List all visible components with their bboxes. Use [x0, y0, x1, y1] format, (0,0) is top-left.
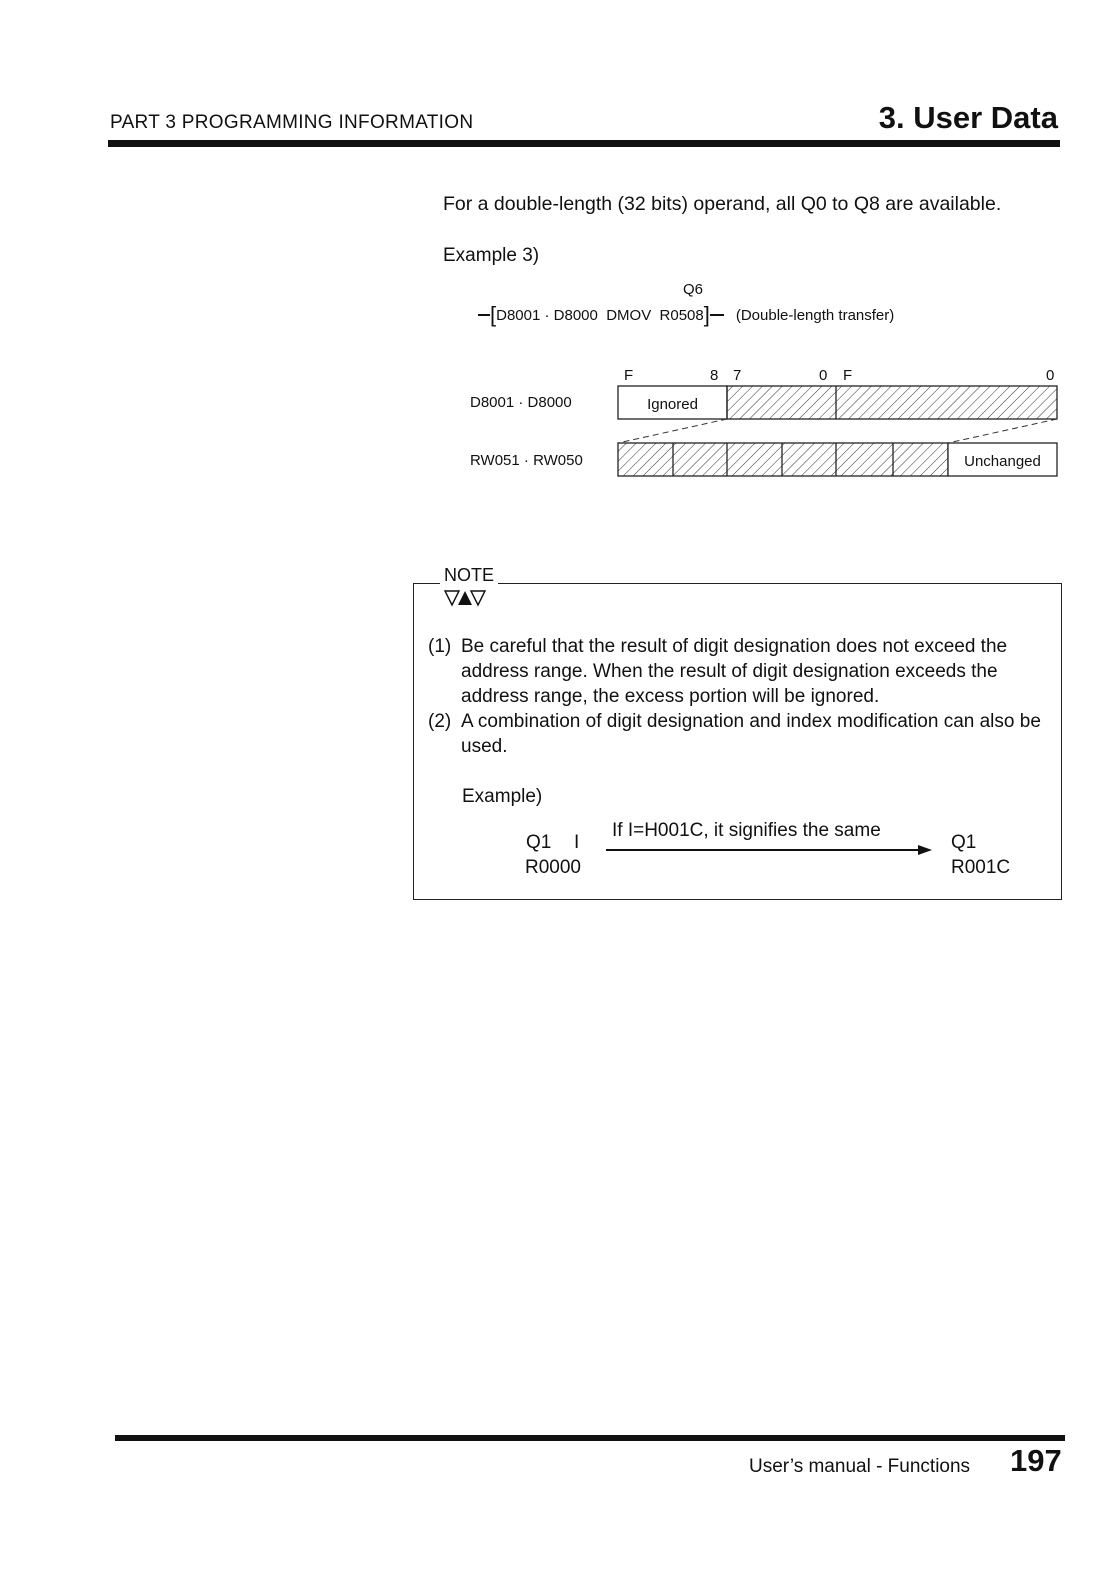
example-arrow-text: If I=H001C, it signifies the same — [612, 820, 881, 841]
footer-rule — [115, 1435, 1065, 1441]
example-left-qualifier: Q1 — [526, 832, 552, 853]
footer-manual-title: User’s manual - Functions — [749, 1456, 971, 1477]
example-arrow — [606, 844, 936, 856]
ladder-open-bracket: [ — [490, 302, 497, 327]
bit-label-f-high: F — [624, 367, 634, 384]
note-triangles-icon — [443, 589, 493, 607]
example-left-register: R0000 — [525, 857, 581, 878]
example-left-index: I — [574, 832, 580, 853]
mapping-line-right — [948, 419, 1057, 443]
ladder-left-rail — [478, 314, 490, 316]
row1-register-label: D8001 · D8000 — [470, 394, 572, 411]
row2-register-label: RW051 · RW050 — [470, 452, 583, 469]
ladder-close-bracket: ] — [703, 302, 710, 327]
bit-label-0-low: 0 — [1046, 367, 1055, 384]
example-right-register: R001C — [951, 857, 1011, 878]
bit-label-0-mid: 0 — [819, 367, 828, 384]
ladder-instruction: D8001 · D8000 DMOV R0508 — [496, 306, 704, 324]
ladder-qualifier: Q6 — [683, 281, 704, 298]
ladder-instruction-line — [478, 302, 895, 327]
bit-label-f-low: F — [843, 367, 853, 384]
unchanged-cell-label: Unchanged — [964, 453, 1041, 470]
intro-paragraph: For a double-length (32 bits) operand, all Q0 to Q8 are available. — [443, 193, 1002, 215]
section-header: PART 3 PROGRAMMING INFORMATION — [110, 112, 474, 133]
note-item-2 — [428, 709, 1053, 759]
note-item-2-text: A combination of digit designation and index modification can also be used. — [461, 711, 1041, 757]
ignored-cell-label: Ignored — [647, 396, 698, 413]
mapping-line-left — [618, 419, 727, 443]
bit-label-8: 8 — [710, 367, 719, 384]
note-item-1 — [428, 634, 1053, 709]
header-rule — [108, 140, 1060, 147]
note-example-label: Example) — [462, 786, 543, 807]
note-item-2-number: (2) — [428, 711, 452, 732]
note-title: NOTE — [440, 565, 498, 586]
chapter-title: 3. User Data — [878, 100, 1058, 135]
page-number: 197 — [1010, 1443, 1062, 1478]
bit-label-7: 7 — [733, 367, 742, 384]
example3-label: Example 3) — [443, 245, 540, 266]
note-item-1-number: (1) — [428, 636, 452, 657]
ladder-comment: (Double-length transfer) — [735, 306, 895, 324]
ladder-right-rail — [710, 314, 724, 316]
note-item-1-text: Be careful that the result of digit designation does not exceed the address range. When the result of digit designation exceeds the address range, the excess portion will be ignored. — [461, 636, 1008, 707]
example-right-qualifier: Q1 — [951, 832, 977, 853]
